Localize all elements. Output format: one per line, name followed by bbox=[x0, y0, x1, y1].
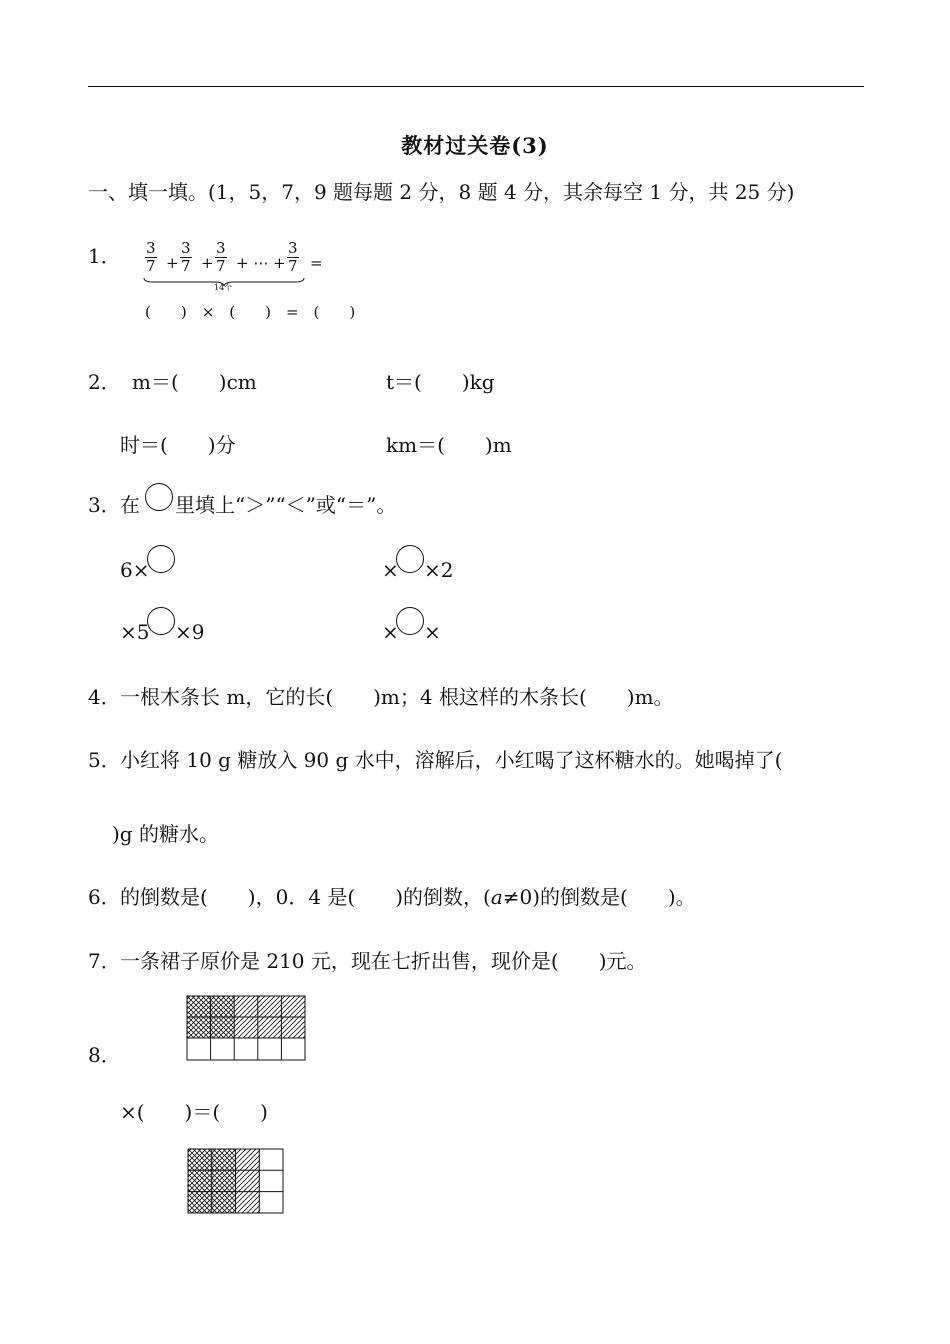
q7-number: 7． bbox=[88, 949, 121, 973]
q3-item-4-left: × bbox=[382, 620, 399, 644]
q2-item-a: m＝( )cm bbox=[132, 370, 257, 394]
q3-item-3-left: ×5 bbox=[120, 620, 150, 644]
q5-line-1: 小红将 10 g 糖放入 90 g 水中，溶解后，小红喝了这杯糖水的。她喝掉了( bbox=[120, 748, 783, 772]
q3-example-circle bbox=[145, 483, 173, 511]
q4-text: 一根木条长 m，它的长( )m；4 根这样的木条长( )m。 bbox=[120, 685, 674, 709]
q6-text bbox=[120, 885, 696, 909]
q3-item-2-right: ×2 bbox=[424, 558, 454, 582]
page-title: 教材过关卷(3) bbox=[401, 133, 549, 158]
q3-item-1-left: 6× bbox=[120, 558, 150, 582]
q6-variable: a bbox=[490, 885, 503, 909]
q3-item-2-left: × bbox=[382, 558, 399, 582]
q1-answer-line: ( ) × ( ) = ( ) bbox=[145, 303, 356, 321]
q3-prefix: 在 bbox=[120, 493, 140, 517]
q2-item-c: 时＝( )分 bbox=[120, 433, 236, 457]
header-rule bbox=[88, 86, 864, 87]
q6-text-a: 的倒数是( )，0．4 是( )的倒数，( bbox=[120, 885, 491, 909]
q1-fraction-3: $\frac{3}{7}$ bbox=[216, 239, 226, 275]
q6-number: 6． bbox=[88, 885, 121, 909]
q2-number: 2． bbox=[88, 370, 121, 394]
q1-ellipsis: + ⋯ + bbox=[236, 254, 286, 272]
q3-item-3-right: ×9 bbox=[175, 620, 205, 644]
q3-compare-circle-1[interactable] bbox=[147, 545, 175, 573]
section-heading: 一、填一填。(1，5，7，9 题每题 2 分，8 题 4 分，其余每空 1 分，共 25 分) bbox=[88, 180, 795, 204]
q1-plus-1: + bbox=[166, 254, 179, 272]
q5-line-2: )g 的糖水。 bbox=[112, 822, 219, 846]
q8-grid-bottom bbox=[187, 1148, 284, 1214]
q5-number: 5． bbox=[88, 748, 121, 772]
q2-item-d: km＝( )m bbox=[386, 433, 512, 457]
q3-compare-circle-4[interactable] bbox=[396, 607, 424, 635]
q4-number: 4． bbox=[88, 685, 121, 709]
q3-suffix: 里填上“＞”“＜”或“＝”。 bbox=[175, 493, 397, 517]
q8-answer-line: ×( )＝( ) bbox=[120, 1100, 268, 1124]
q3-number: 3． bbox=[88, 493, 121, 517]
q1-equals: = bbox=[310, 254, 323, 272]
q1-fraction-1: $\frac{3}{7}$ bbox=[146, 239, 156, 275]
q1-fraction-4: $\frac{3}{7}$ bbox=[288, 239, 298, 275]
q7-text: 一条裙子原价是 210 元，现在七折出售，现价是( )元。 bbox=[120, 949, 647, 973]
q3-item-4-right: × bbox=[424, 620, 441, 644]
q8-grid-top bbox=[186, 995, 306, 1061]
q3-compare-circle-2[interactable] bbox=[396, 545, 424, 573]
q8-number: 8． bbox=[88, 1043, 121, 1067]
q6-text-b: ≠0)的倒数是( )。 bbox=[502, 885, 696, 909]
q3-compare-circle-3[interactable] bbox=[147, 607, 175, 635]
q1-number: 1． bbox=[88, 244, 121, 268]
q1-fraction-2: $\frac{3}{7}$ bbox=[181, 239, 191, 275]
q1-brace-label: 14个 bbox=[214, 283, 233, 292]
q1-plus-2: + bbox=[201, 254, 214, 272]
q2-item-b: t＝( )kg bbox=[386, 370, 495, 394]
